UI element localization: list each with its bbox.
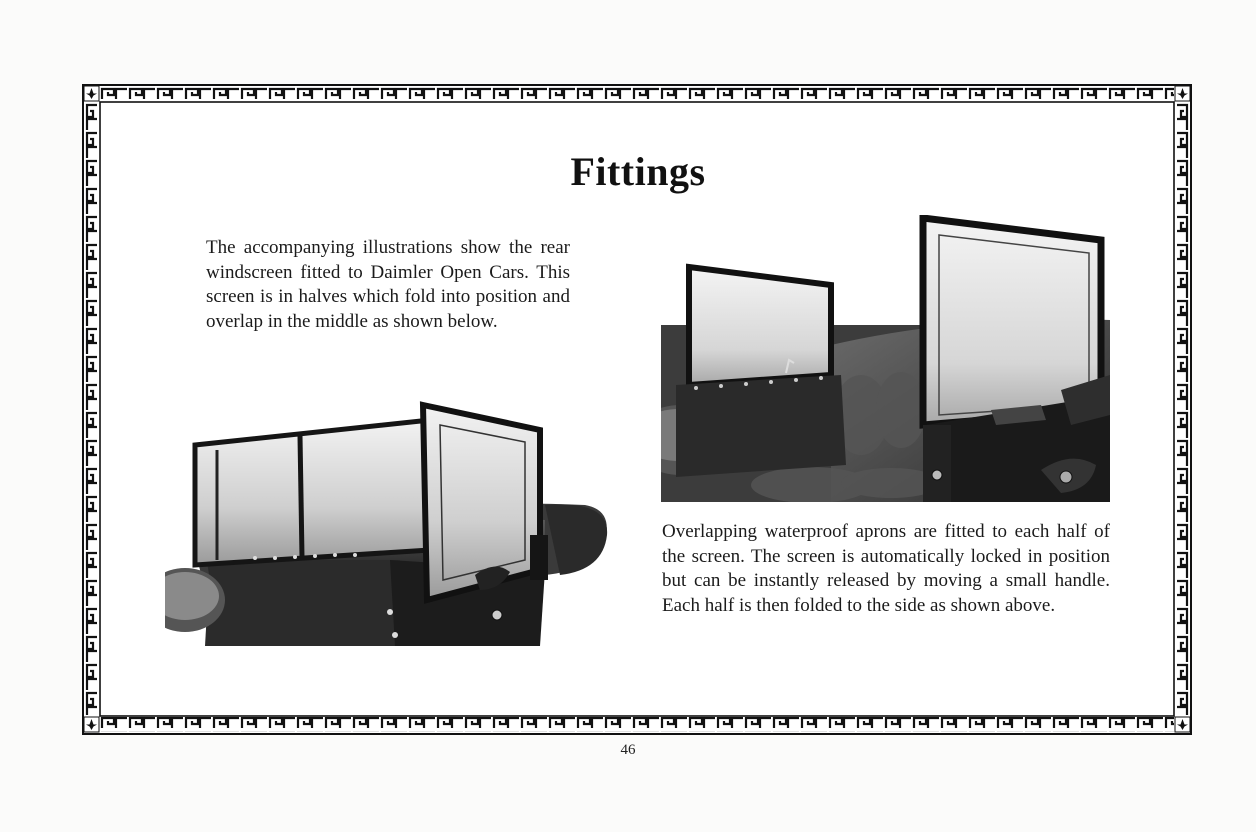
folded-windscreen-photo — [661, 215, 1110, 502]
rear-windscreen-photo — [165, 400, 610, 646]
apron-paragraph: Overlapping waterproof aprons are fitted to each half of the screen. The screen is automatically locked in position but can be instantly released by moving a small handle. Each half is then folded to the side as shown above. — [662, 521, 1110, 616]
page-number: 46 — [620, 742, 636, 758]
intro-paragraph: The accompanying illustrations show the rear windscreen fitted to Daimler Open Cars. This screen is in halves which fold into position and overlap in the middle as shown below. — [206, 237, 570, 332]
page-title: Fittings — [570, 149, 706, 194]
